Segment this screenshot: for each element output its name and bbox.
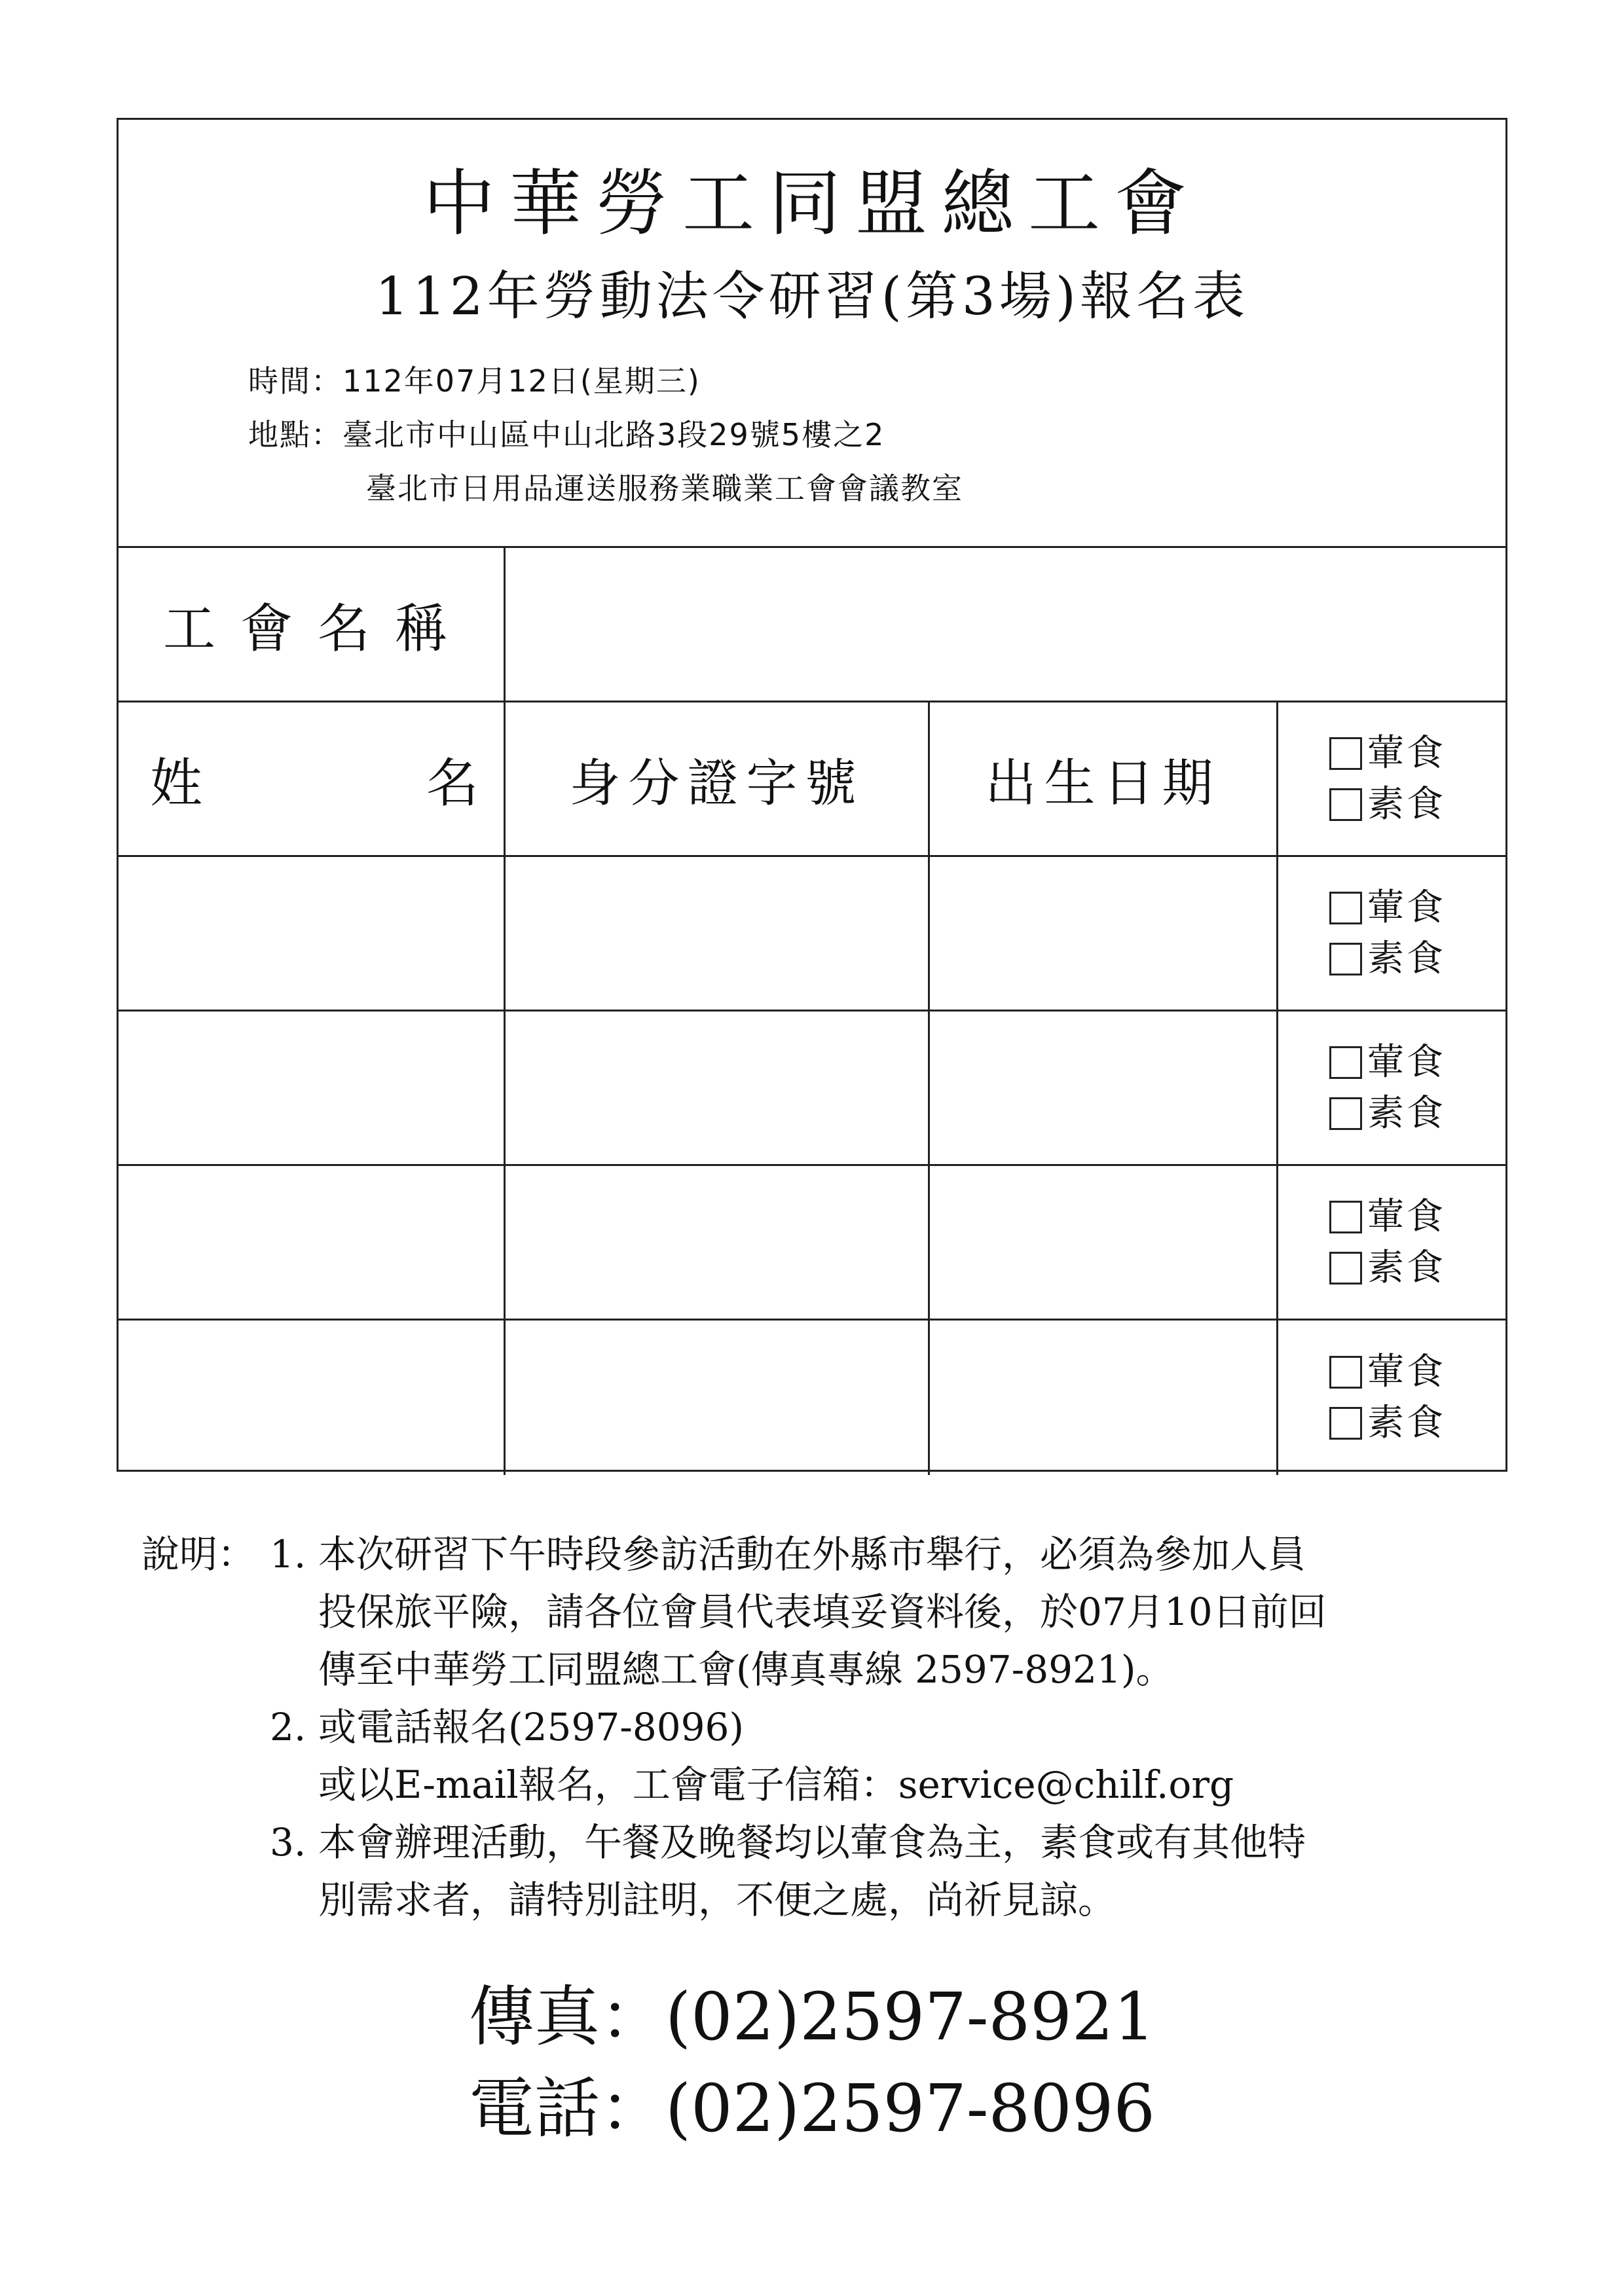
birth-date-field[interactable] (928, 1011, 1276, 1164)
meal-choice (1276, 1166, 1505, 1319)
meal-label: 素食 (1367, 1402, 1446, 1444)
meal-label: 葷食 (1367, 1351, 1446, 1393)
birth-date-field[interactable] (928, 1321, 1276, 1475)
meal-option-meat[interactable] (1329, 1351, 1505, 1393)
meal-option-veg[interactable] (1329, 782, 1505, 826)
table-row (119, 1166, 1505, 1321)
meal-label: 葷食 (1367, 731, 1446, 774)
time-label: 時間： (248, 363, 342, 399)
form-header (119, 120, 1505, 548)
id-number-field[interactable] (504, 1166, 928, 1319)
place-label: 地點： (248, 417, 342, 452)
meal-label: 葷食 (1367, 1195, 1446, 1238)
header-id-number: 身分證字號 (504, 702, 928, 855)
header-name-first: 姓 (150, 753, 202, 814)
union-name-label: 工會名稱 (163, 598, 472, 659)
name-field[interactable] (119, 857, 504, 1010)
meal-option-meat[interactable] (1329, 1040, 1505, 1084)
checkbox[interactable] (1329, 892, 1362, 924)
id-number-field[interactable] (504, 1321, 928, 1475)
header-name-last: 名 (426, 753, 479, 814)
meal-label: 葷食 (1367, 886, 1446, 929)
notes-label: 說明： (141, 1532, 256, 1576)
union-name-field[interactable] (504, 548, 1505, 701)
name-field[interactable] (119, 1166, 504, 1319)
registration-form (117, 118, 1507, 1472)
checkbox[interactable] (1329, 1356, 1362, 1389)
name-field[interactable] (119, 1321, 504, 1475)
meal-option-veg[interactable] (1329, 1402, 1505, 1444)
meal-option-veg[interactable] (1329, 1091, 1505, 1135)
table-header-row (119, 702, 1505, 857)
place-line1: 臺北市中山區中山北路3段29號5樓之2 (342, 417, 885, 452)
checkbox[interactable] (1329, 737, 1362, 770)
table-row (119, 857, 1505, 1011)
note-2-line: 或電話報名(2597-8096) (318, 1705, 745, 1749)
event-time (248, 363, 701, 399)
table-row (119, 1321, 1505, 1475)
meal-label: 素食 (1367, 1091, 1446, 1135)
meal-label: 素食 (1367, 1246, 1446, 1289)
meal-label: 素食 (1367, 782, 1446, 826)
note-3-line: 別需求者，請特別註明，不便之處，尚祈見諒。 (318, 1878, 1116, 1922)
id-number-field[interactable] (504, 857, 928, 1010)
id-number-field[interactable] (504, 1011, 928, 1164)
event-title: 112年勞動法令研習(第3場)報名表 (375, 266, 1249, 327)
note-3-number: 3. (270, 1820, 306, 1865)
note-1-number: 1. (270, 1532, 306, 1576)
checkbox[interactable] (1329, 1252, 1362, 1285)
note-1-line: 投保旅平險，請各位會員代表填妥資料後，於07月10日前回 (318, 1590, 1327, 1634)
birth-date-field[interactable] (928, 857, 1276, 1010)
header-birth-date: 出生日期 (928, 702, 1276, 855)
note-1-line: 傳至中華勞工同盟總工會(傳真專線 2597-8921)。 (318, 1647, 1174, 1692)
checkbox[interactable] (1329, 943, 1362, 975)
header-name (119, 702, 504, 855)
meal-option-meat[interactable] (1329, 731, 1505, 774)
note-2-number: 2. (270, 1705, 306, 1749)
checkbox[interactable] (1329, 1046, 1362, 1079)
note-1-line: 本次研習下午時段參訪活動在外縣市舉行，必須為參加人員 (318, 1532, 1306, 1576)
meal-option-veg[interactable] (1329, 1246, 1505, 1289)
meal-choice (1276, 857, 1505, 1010)
meal-label: 素食 (1367, 937, 1446, 980)
meal-option-meat[interactable] (1329, 886, 1505, 929)
meal-choice (1276, 1011, 1505, 1164)
checkbox[interactable] (1329, 1201, 1362, 1233)
header-meal-choice (1276, 702, 1505, 855)
note-3-line: 本會辦理活動，午餐及晚餐均以葷食為主，素食或有其他特 (318, 1820, 1306, 1865)
event-place (248, 417, 885, 453)
name-field[interactable] (119, 1011, 504, 1164)
meal-option-meat[interactable] (1329, 1195, 1505, 1238)
note-2-line: 或以E-mail報名，工會電子信箱：service@chilf.org (318, 1762, 1234, 1807)
time-value: 112年07月12日(星期三) (342, 363, 701, 399)
meal-option-veg[interactable] (1329, 937, 1505, 980)
fax-number: 傳真：(02)2597-8921 (468, 1978, 1156, 2055)
meal-choice (1276, 1321, 1505, 1475)
checkbox[interactable] (1329, 788, 1362, 821)
place-line2: 臺北市日用品運送服務業職業工會會議教室 (366, 471, 963, 506)
meal-label: 葷食 (1367, 1040, 1446, 1084)
checkbox[interactable] (1329, 1407, 1362, 1440)
table-row (119, 1011, 1505, 1166)
union-name-row (119, 548, 1505, 702)
phone-number: 電話：(02)2597-8096 (468, 2070, 1156, 2147)
checkbox[interactable] (1329, 1097, 1362, 1130)
org-name: 中華勞工同盟總工會 (423, 162, 1201, 246)
birth-date-field[interactable] (928, 1166, 1276, 1319)
